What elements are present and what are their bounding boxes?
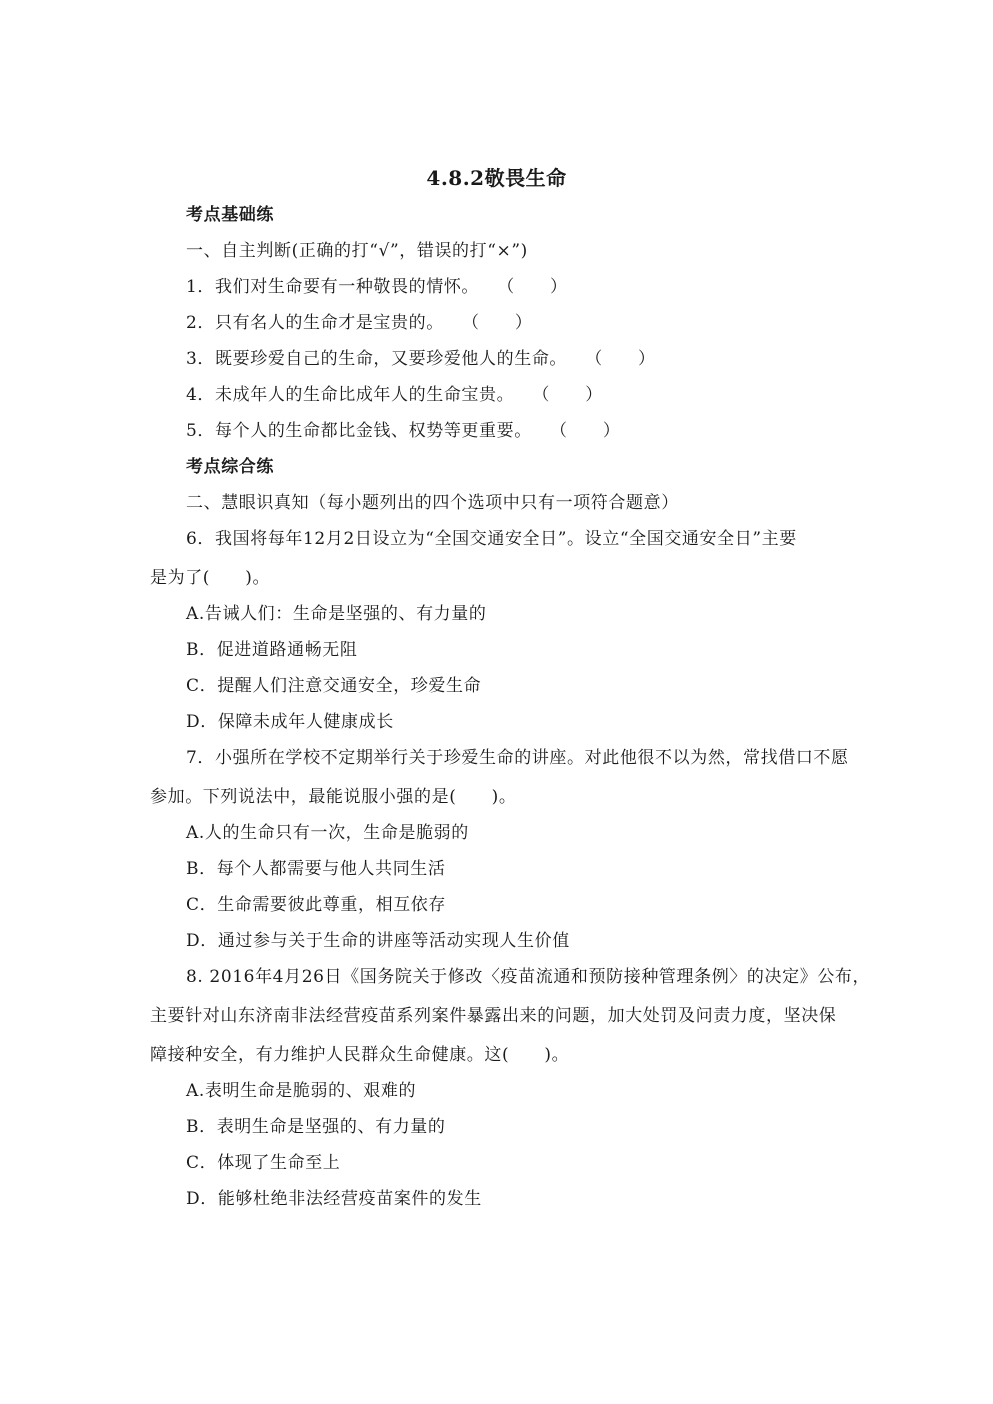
judgment-item-1: 1．我们对生命要有一种敬畏的情怀。 （ ） — [186, 277, 568, 297]
question-6-option-b: B．促进道路通畅无阻 — [186, 640, 358, 660]
question-7-text-cont: 参加。下列说法中，最能说服小强的是( )。 — [150, 787, 517, 807]
question-6-option-c: C．提醒人们注意交通安全，珍爱生命 — [186, 676, 482, 696]
question-6-option-a: A.告诫人们：生命是坚强的、有力量的 — [186, 604, 487, 624]
question-8-text: 8. 2016年4月26日《国务院关于修改〈疫苗流通和预防接种管理条例〉的决定》公布， — [186, 967, 871, 987]
question-7-text: 7．小强所在学校不定期举行关于珍爱生命的讲座。对此他很不以为然，常找借口不愿 — [186, 748, 849, 768]
question-6-option-d: D．保障未成年人健康成长 — [186, 712, 394, 732]
question-7-option-b: B．每个人都需要与他人共同生活 — [186, 859, 446, 879]
question-7-option-a: A.人的生命只有一次，生命是脆弱的 — [186, 823, 469, 843]
judgment-item-2: 2．只有名人的生命才是宝贵的。 （ ） — [186, 313, 533, 333]
judgment-item-3: 3．既要珍爱自己的生命，又要珍爱他人的生命。 （ ） — [186, 349, 656, 369]
question-8-text-cont-2: 障接种安全，有力维护人民群众生命健康。这( )。 — [150, 1045, 570, 1065]
question-7-option-d: D．通过参与关于生命的讲座等活动实现人生价值 — [186, 931, 570, 951]
question-6-text: 6．我国将每年12月2日设立为“全国交通安全日”。设立“全国交通安全日”主要 — [186, 529, 797, 549]
question-8-text-cont-1: 主要针对山东济南非法经营疫苗系列案件暴露出来的问题，加大处罚及问责力度，坚决保 — [150, 1006, 837, 1026]
page-title: 4.8.2敬畏生命 — [426, 166, 567, 190]
question-8-option-b: B．表明生命是坚强的、有力量的 — [186, 1117, 446, 1137]
section-heading-basic: 考点基础练 — [186, 205, 274, 225]
question-6-text-cont: 是为了( )。 — [150, 568, 271, 588]
section-heading-comprehensive: 考点综合练 — [186, 457, 274, 477]
question-8-option-a: A.表明生命是脆弱的、艰难的 — [186, 1081, 417, 1101]
section-instruction-choice: 二、慧眼识真知（每小题列出的四个选项中只有一项符合题意） — [186, 493, 679, 513]
question-8-option-d: D．能够杜绝非法经营疫苗案件的发生 — [186, 1189, 482, 1209]
question-8-option-c: C．体现了生命至上 — [186, 1153, 341, 1173]
section-instruction-judgment: 一、自主判断(正确的打“√”，错误的打“×”) — [186, 241, 528, 261]
question-7-option-c: C．生命需要彼此尊重，相互依存 — [186, 895, 447, 915]
judgment-item-4: 4．未成年人的生命比成年人的生命宝贵。 （ ） — [186, 385, 603, 405]
judgment-item-5: 5．每个人的生命都比金钱、权势等更重要。 （ ） — [186, 421, 621, 441]
